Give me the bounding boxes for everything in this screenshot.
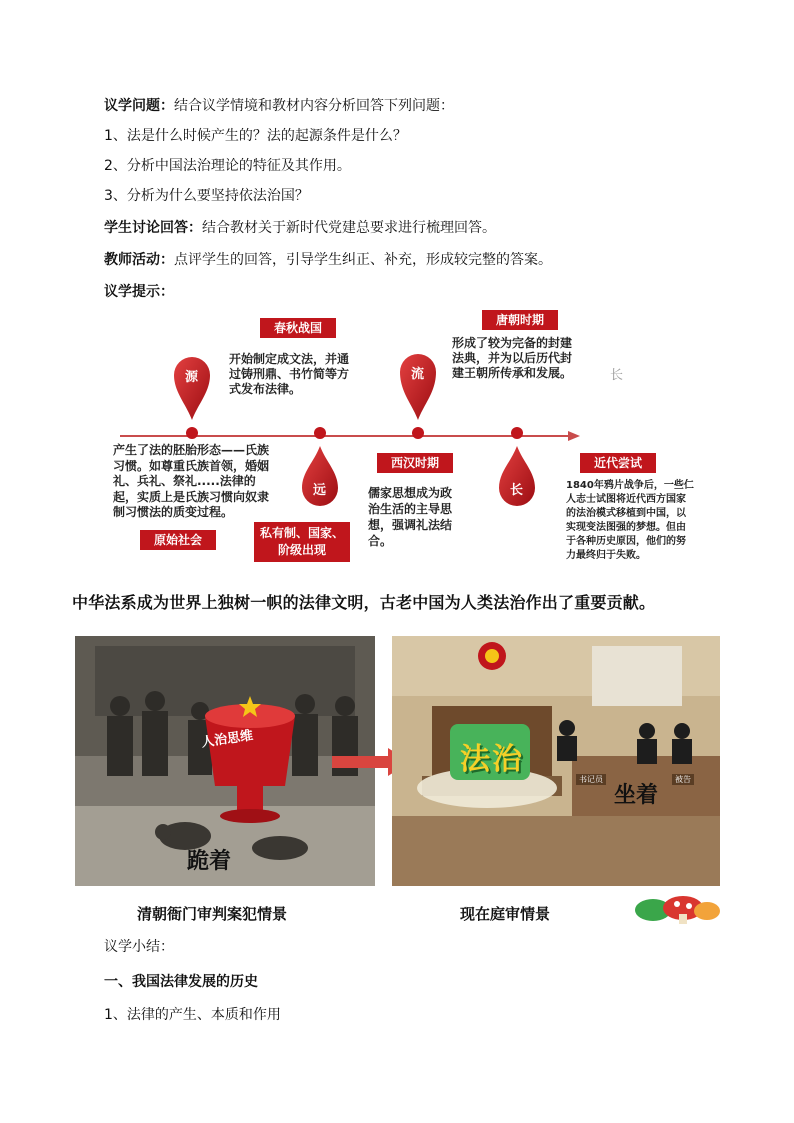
note-western-han: 儒家思想成为政 治生活的主导思 想，强调礼法结 合。 — [368, 486, 453, 548]
drop-label-liu: 流 — [411, 367, 425, 382]
drop-label-yuan2: 远 — [313, 483, 327, 498]
caption-modern-court: 现在庭审情景 — [460, 905, 551, 923]
rule-of-law-sign: 法治 — [460, 742, 524, 777]
clerk-desk-sign: 书记员 — [576, 774, 606, 785]
summary-label: 议学小结： — [104, 939, 174, 955]
caption-qing-court: 清朝衙门审判案犯情景 — [137, 905, 288, 923]
summary-item-1: 1、法律的产生、本质和作用 — [104, 1007, 281, 1023]
timeline-tail-char: 长 — [610, 368, 624, 383]
question-item-3: 3、分析为什么要坚持依法治国？ — [104, 188, 309, 204]
period-spring-autumn: 春秋战国 — [260, 318, 336, 338]
timeline-node-3 — [412, 427, 424, 439]
banner-statement: 中华法系成为世界上独树一帜的法律文明，古老中国为人类法治作出了重要贡献。 — [72, 593, 656, 612]
drop-label-yuan: 源 — [185, 370, 199, 385]
period-modern: 近代尝试 — [580, 453, 656, 473]
period-tang: 唐朝时期 — [482, 310, 558, 330]
student-text: 结合教材关于新时代党建总要求进行梳理回答。 — [202, 220, 496, 236]
photo-qing-court — [75, 636, 375, 886]
summary-heading: 一、我国法律发展的历史 — [104, 974, 258, 990]
kneeling-label: 跪着 — [187, 849, 232, 874]
note-tang: 形成了较为完备的封建 法典，并为以后历代封 建王朝所传承和发展。 — [452, 336, 573, 380]
period-western-han: 西汉时期 — [377, 453, 453, 473]
timeline-node-2 — [314, 427, 326, 439]
teacher-text: 点评学生的回答，引导学生纠正、补充，形成较完整的答案。 — [174, 252, 552, 268]
question-text: 结合议学情境和教材内容分析回答下列问题： — [174, 98, 454, 114]
student-label: 学生讨论回答： — [104, 220, 202, 236]
note-spring-autumn: 开始制定成文法，并通 过铸刑鼎、书竹简等方 式发布法律。 — [229, 352, 350, 396]
timeline-arrowhead — [568, 431, 580, 441]
timeline-node-4 — [511, 427, 523, 439]
question-item-2: 2、分析中国法治理论的特征及其作用。 — [104, 158, 351, 174]
hint-label: 议学提示： — [104, 284, 174, 300]
defendant-desk-sign: 被告 — [672, 774, 694, 785]
modern-court-illustration — [392, 636, 720, 886]
note-primitive: 产生了法的胚胎形态——氏族 习惯。如尊重氏族首领，婚姻 礼、兵礼、祭礼.....法律的 起，实质上是氏族习惯向奴隶 制习惯法的质变过程。 — [113, 443, 270, 519]
photo-modern-court — [392, 636, 720, 886]
drop-label-chang: 长 — [510, 483, 524, 498]
timeline-node-1 — [186, 427, 198, 439]
mushroom-decoration-icon — [633, 896, 721, 924]
period-private-ownership: 私有制、国家、阶级出现 — [254, 522, 350, 562]
question-label: 议学问题： — [104, 98, 174, 114]
sitting-label: 坐着 — [614, 783, 659, 808]
period-primitive: 原始社会 — [140, 530, 216, 550]
question-item-1: 1、法是什么时候产生的？法的起源条件是什么？ — [104, 128, 407, 144]
teacher-label: 教师活动： — [104, 252, 174, 268]
pot-label: 人治思维 — [200, 728, 255, 751]
note-modern: 1840年鸦片战争后，一些仁 人志士试图将近代西方国家 的法治模式移植到中国，以 实现变法图强的梦想。但由 于各种历史原因，他们的努 力最终归于失败。 — [566, 480, 694, 561]
